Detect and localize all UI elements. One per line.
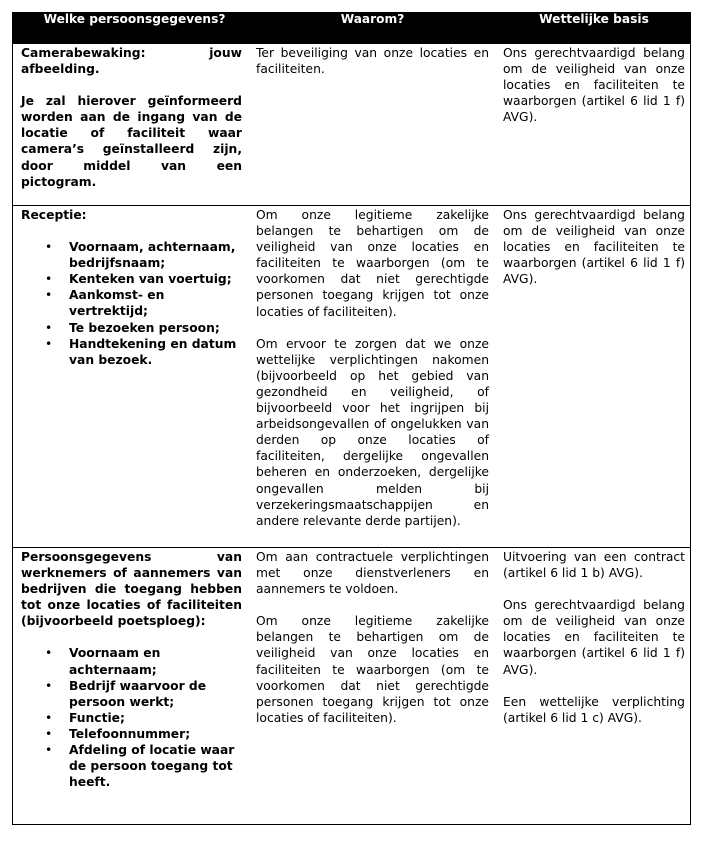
table-header bbox=[13, 12, 690, 44]
table-row-camera bbox=[13, 44, 690, 205]
cell-text: Je zal hierover geïnformeerd worden aan de ingang van de locatie of faciliteit waar camera’s geïnstalleerd zijn, door middel van een pictogram. bbox=[21, 94, 242, 189]
list-item: • Te bezoeken persoon; bbox=[69, 320, 242, 336]
header-personal-data: Welke persoonsgegevens? bbox=[43, 12, 226, 26]
cell-why bbox=[248, 548, 495, 824]
cell-text: Receptie: bbox=[21, 208, 87, 222]
header-legal-basis: Wettelijke basis bbox=[539, 12, 649, 26]
cell-text: Om onze legitieme zakelijke belangen te behartigen om de veiligheid van onze locaties en faciliteiten te waarborgen (om te voorkomen dat niet gerechtigde personen toegang krijgen tot onze locaties of faciliteiten). bbox=[256, 614, 489, 725]
cell-why bbox=[248, 206, 495, 547]
cell-text: Camerabewaking: jouw afbeelding. bbox=[21, 46, 242, 77]
cell-personal-data bbox=[13, 206, 248, 547]
cell-text: Om onze legitieme zakelijke belangen te behartigen om de veiligheid van onze locaties en faciliteiten te waarborgen (om te voorkomen dat niet gerechtigde personen toegang krijgen tot onze locaties of faciliteiten). bbox=[256, 208, 489, 319]
cell-text: Ons gerechtvaardigd belang om de veiligheid van onze locaties en faciliteiten te waarborgen (artikel 6 lid 1 f) AVG). bbox=[503, 208, 685, 287]
cell-text: Om ervoor te zorgen dat we onze wettelijke verplichtingen nakomen (bijvoorbeeld op het gebied van gezondheid en veiligheid, of bijvoorbeeld voor het ingrijpen bij arbeidsongevallen of ongelukken van derden op onze locaties of faciliteiten, dergelijke ongevallen beheren en onderzoeken, dergelijke ongevallen melden bij verzekeringsmaatschappijen en andere relevante derde partijen). bbox=[256, 336, 489, 528]
cell-text: Ter beveiliging van onze locaties en faciliteiten. bbox=[256, 46, 489, 77]
cell-text: Uitvoering van een contract (artikel 6 lid 1 b) AVG). bbox=[503, 550, 685, 581]
cell-text: Om aan contractuele verplichtingen met onze dienstverleners en aannemers te voldoen. bbox=[256, 550, 489, 597]
cell-text: Persoonsgegevens van werknemers of aannemers van bedrijven die toegang hebben tot onze locaties of faciliteiten (bijvoorbeeld poetsploeg): bbox=[21, 550, 242, 629]
list-item: • Bedrijf waarvoor de persoon werkt; bbox=[69, 678, 242, 710]
list-item: • Telefoonnummer; bbox=[69, 726, 242, 742]
list-item: • Voornaam, achternaam, bedrijfsnaam; bbox=[69, 239, 242, 271]
table-row-contractors bbox=[13, 547, 690, 824]
cell-legal-basis bbox=[495, 548, 690, 824]
cell-why bbox=[248, 44, 495, 205]
list-item: • Aankomst- en vertrektijd; bbox=[69, 287, 242, 319]
data-list bbox=[21, 645, 242, 790]
list-item: • Handtekening en datum van bezoek. bbox=[69, 336, 242, 368]
list-item: • Functie; bbox=[69, 710, 242, 726]
cell-personal-data bbox=[13, 44, 248, 205]
cell-personal-data bbox=[13, 548, 248, 824]
list-item: • Kenteken van voertuig; bbox=[69, 271, 242, 287]
personal-data-table bbox=[12, 12, 691, 825]
cell-legal-basis bbox=[495, 44, 690, 205]
data-list bbox=[21, 239, 242, 368]
header-why: Waarom? bbox=[340, 12, 405, 26]
list-item: • Voornaam en achternaam; bbox=[69, 645, 242, 677]
table-row-reception bbox=[13, 205, 690, 547]
cell-text: Een wettelijke verplichting (artikel 6 lid 1 c) AVG). bbox=[503, 694, 685, 725]
list-item: • Afdeling of locatie waar de persoon toegang tot heeft. bbox=[69, 742, 242, 790]
cell-text: Ons gerechtvaardigd belang om de veiligheid van onze locaties en faciliteiten te waarborgen (artikel 6 lid 1 f) AVG). bbox=[503, 46, 685, 125]
cell-legal-basis bbox=[495, 206, 690, 547]
cell-text: Ons gerechtvaardigd belang om de veiligheid van onze locaties en faciliteiten te waarborgen (artikel 6 lid 1 f) AVG). bbox=[503, 598, 685, 677]
